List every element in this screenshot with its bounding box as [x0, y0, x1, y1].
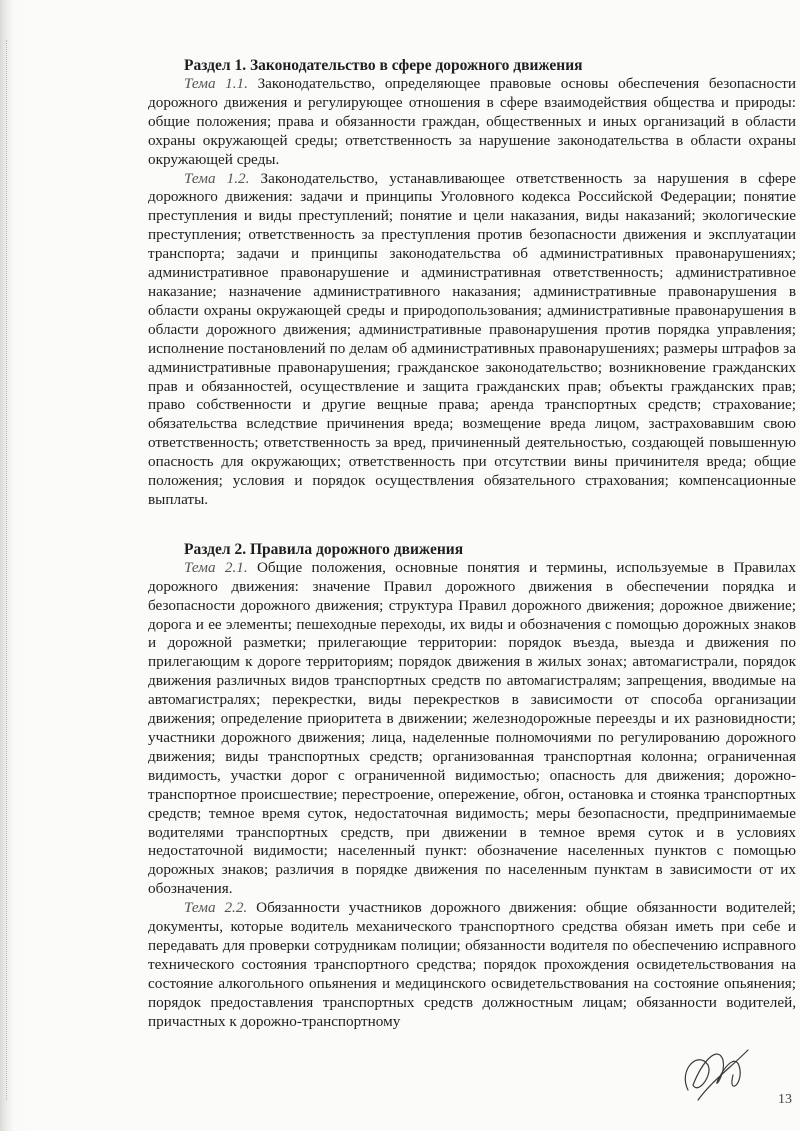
topic-2-2-text: Обязанности участников дорожного движения: общие обязанности водителей; документы, которые водитель механического транспортного средства обязан иметь при себе и передавать для проверки сотрудникам полиции; обязанности водителя по обеспечению исправного технического состояния транспортного средства; порядок прохождения освидетельствования на состояние алкогольного опьянения и медицинского освидетельствования на состояние опьянения; порядок предоставления транспортных средств должностным лицам; обязанности водителей, причастных к дорожно-транспортному [148, 899, 796, 1030]
binding-edge [6, 40, 17, 1100]
topic-1-1-text: Законодательство, определяющее правовые основы обеспечения безопасности дорожного движения и регулирующее отношения в сфере взаимодействия общества и природы: общие положения; права и обязанности граждан, общественных и иных организаций в области охраны окружающей среды; ответственность за нарушение законодательства в области охраны окружающей среды. [148, 75, 797, 168]
topic-1-1-label: Тема 1.1. [184, 75, 248, 92]
topic-2-2-label: Тема 2.2. [184, 899, 248, 917]
topic-2-1-paragraph [148, 559, 796, 899]
topic-2-1-label: Тема 2.1. [184, 558, 248, 576]
document-body [148, 56, 796, 1032]
topic-2-1-text: Общие положения, основные понятия и термины, используемые в Правилах дорожного движения: значение Правил дорожного движения в обеспечении порядка и безопасности дорожного движения; структура Правил дорожного движения; дорожное движение; дорога и ее элементы; пешеходные переходы, их виды и обозначения с помощью дорожных знаков и дорожной разметки; прилегающие территории: порядок въезда, выезда и движения по прилегающим к дороге территориям; порядок движения в жилых зонах; автомагистрали, порядок движения различных видов транспортных средств по автомагистралям; запрещения, вводимые на автомагистралях; перекрестки, виды перекрестков в зависимости от способа организации движения; определение приоритета в движении; железнодорожные переезды и их разновидности; участники дорожного движения; лица, наделенные полномочиями по регулированию дорожного движения; виды транспортных средств; организованная транспортная колонна; ограниченная видимость, участки дорог с ограниченной видимостью; опасность для движения; дорожно-транспортное происшествие; перестроение, опережение, обгон, остановка и стоянка транспортных средств; темное время суток, недостаточная видимость; меры безопасности, предпринимаемые водителями транспортных средств, при движении в темное время суток и в условиях недостаточной видимости; населенный пункт: обозначение населенных пунктов с помощью дорожных знаков; различия в порядке движения по населенным пунктам в зависимости от их обозначения. [148, 558, 796, 898]
page-number: 13 [778, 1092, 792, 1107]
handwritten-signature [668, 1040, 758, 1110]
topic-1-2-text: Законодательство, устанавливающее ответственность за нарушения в сфере дорожного движения: задачи и принципы Уголовного кодекса Российской Федерации; понятие преступления и виды преступлений; понятие и цели наказания, виды наказаний; экологические преступления; ответственность за преступления против безопасности движения и эксплуатации транспорта; задачи и принципы законодательства об административных правонарушениях; административное правонарушение и административная ответственность; административное наказание; назначение административного наказания; административные правонарушения в области охраны окружающей среды и природопользования; административные правонарушения в области дорожного движения; административные правонарушения против порядка управления; исполнение постановлений по делам об административных правонарушениях; размеры штрафов за административные правонарушения; гражданское законодательство; возникновение гражданских прав и обязанностей, осуществление и защита гражданских прав; объекты гражданских прав; право собственности и другие вещные права; аренда транспортных средств; страхование; обязательства вследствие причинения вреда; возмещение вреда лицом, застраховавшим свою ответственность; ответственность за вред, причиненный деятельностью, создающей повышенную опасность для окружающих; ответственность при отсутствии вины причинителя вреда; общие положения; условия и порядок осуществления обязательного страхования; компенсационные выплаты. [148, 169, 796, 508]
topic-1-2-label: Тема 1.2. [184, 169, 250, 187]
topic-1-2-paragraph [148, 170, 796, 510]
section-1-heading: Раздел 1. Законодательство в сфере дорожного движения [184, 57, 583, 74]
topic-1-1-paragraph [148, 75, 796, 170]
topic-2-2-paragraph [148, 899, 796, 1031]
section-2-heading: Раздел 2. Правила дорожного движения [184, 540, 464, 558]
